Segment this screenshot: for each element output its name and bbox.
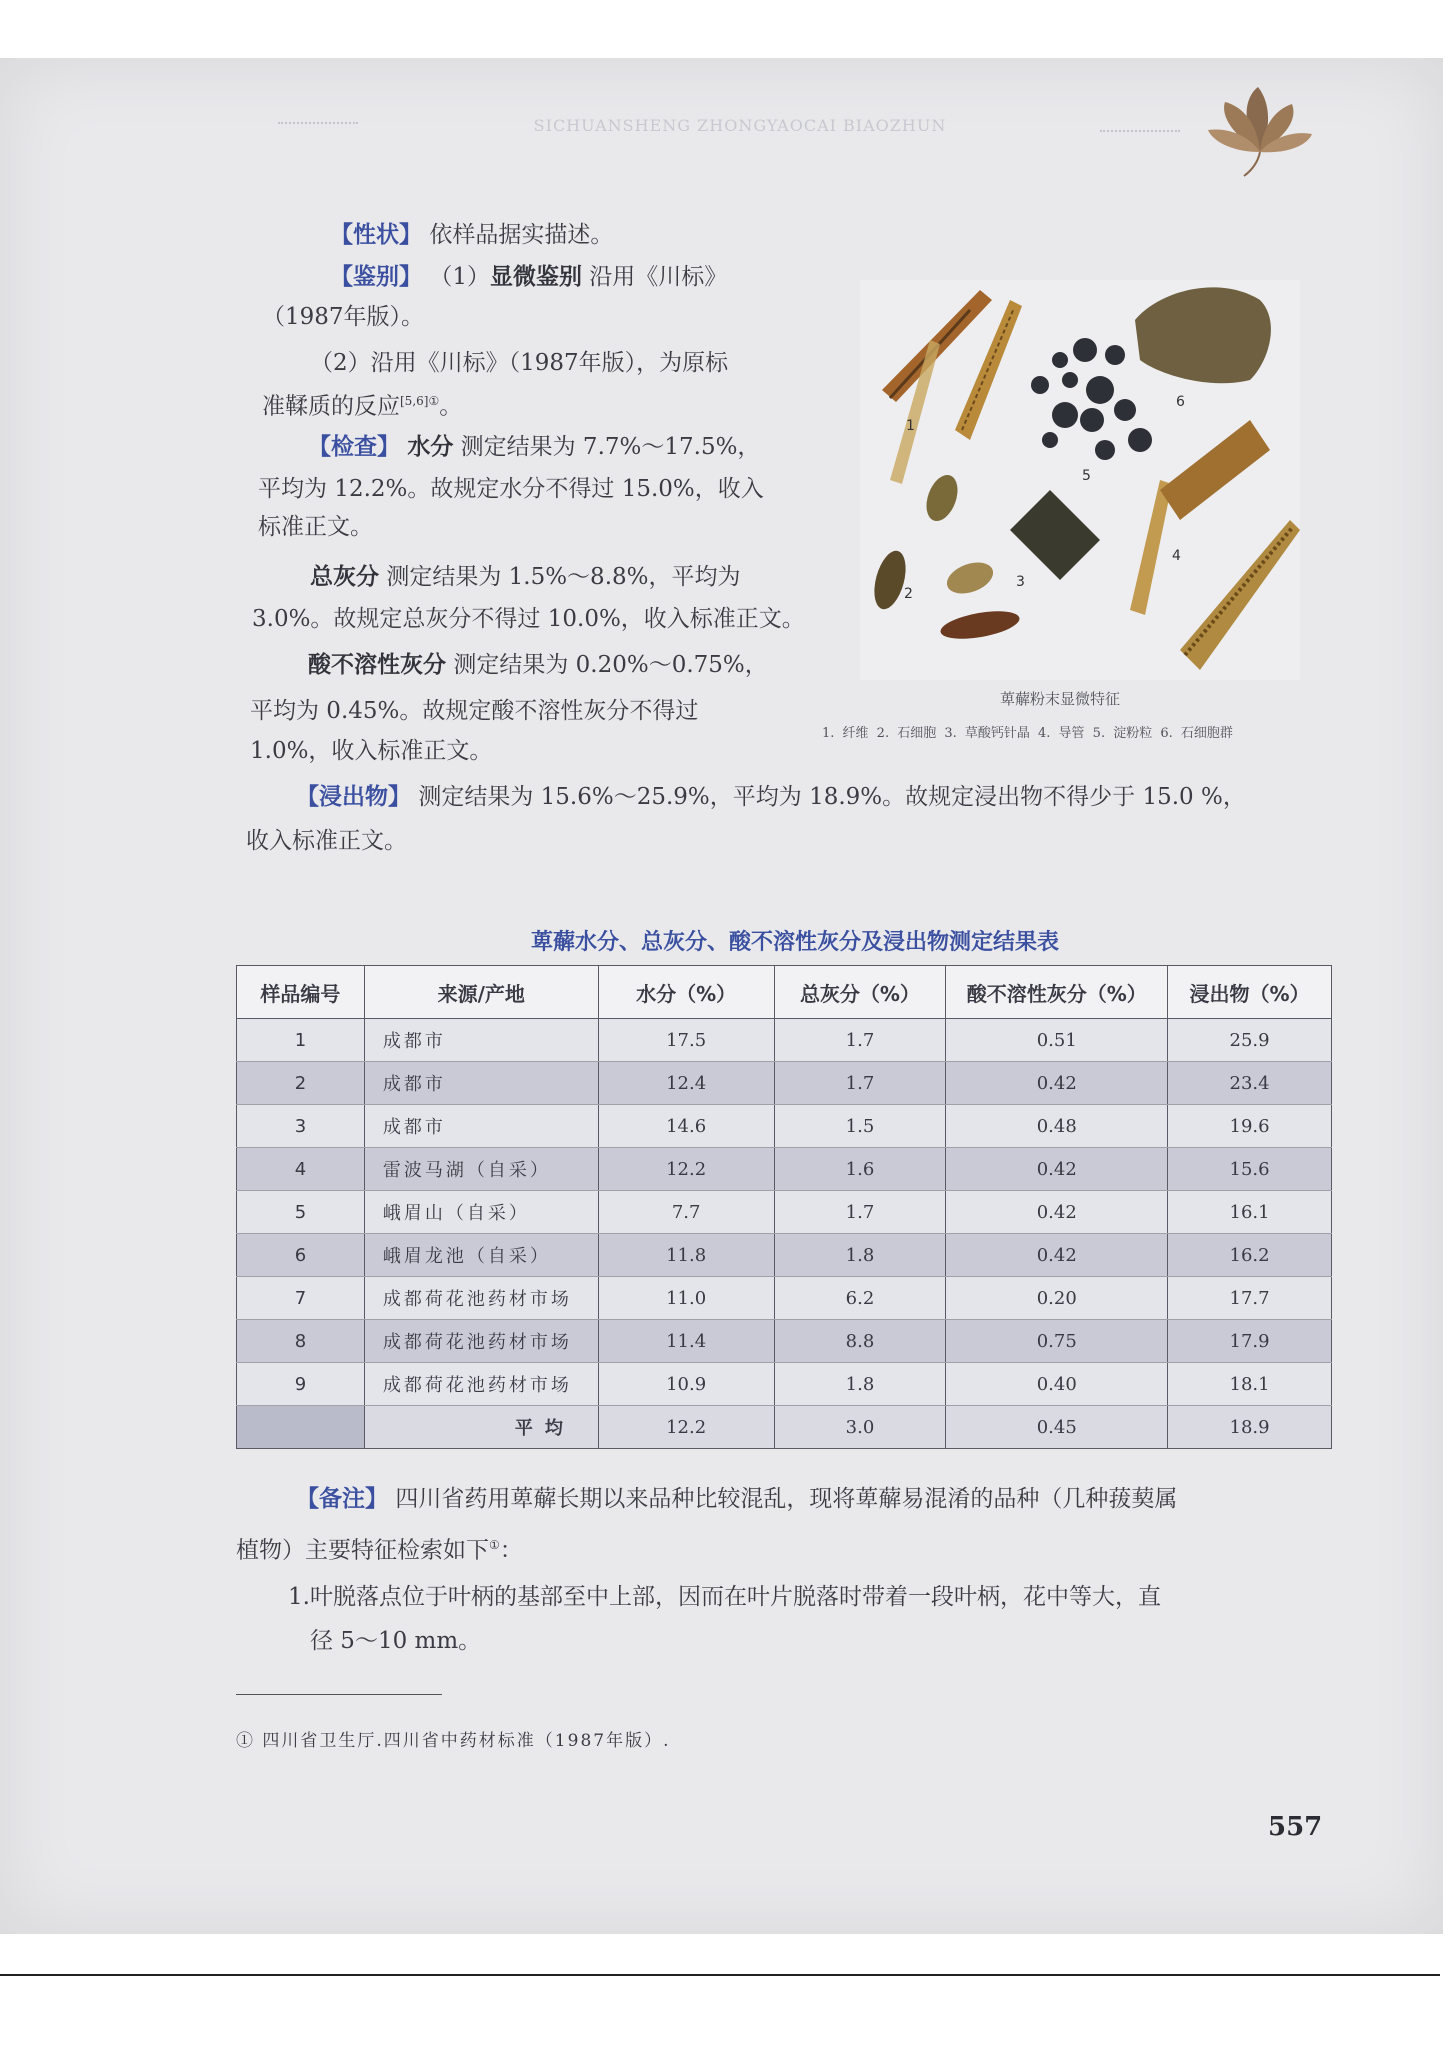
xingzhuang-line xyxy=(330,220,613,250)
cell-average-label: 平均 xyxy=(364,1406,598,1449)
suan-line1 xyxy=(308,650,768,680)
cell-total-ash: 6.2 xyxy=(774,1277,946,1320)
header-total-ash: 总灰分（%） xyxy=(774,966,946,1019)
figure-label-3: 3 xyxy=(1016,574,1025,590)
cell-source: 峨眉龙池（自采） xyxy=(364,1234,598,1277)
cell-acid-ash: 0.42 xyxy=(946,1148,1168,1191)
cell-extract: 17.9 xyxy=(1168,1320,1332,1363)
jianbie-p2-end: 。 xyxy=(439,393,463,420)
cell-index: 4 xyxy=(237,1148,365,1191)
header-extract: 浸出物（%） xyxy=(1168,966,1332,1019)
beizhu-colon: ： xyxy=(499,1537,523,1564)
zonghui-label: 总灰分 xyxy=(310,564,379,590)
jianbie-p1-text: 沿用《川标》 xyxy=(589,264,728,290)
cell-extract: 17.7 xyxy=(1168,1277,1332,1320)
figure-legend: 1. 纤维 2. 石细胞 3. 草酸钙针晶 4. 导管 5. 淀粉粒 6. 石细胞群 xyxy=(822,726,1233,741)
cell-total-ash: 1.6 xyxy=(774,1148,946,1191)
header-source: 来源/产地 xyxy=(364,966,598,1019)
cell-extract: 23.4 xyxy=(1168,1062,1332,1105)
table-row xyxy=(237,1320,1332,1363)
jianbie-p2-line1: （2）沿用《川标》（1987年版），为原标 xyxy=(310,350,729,376)
micrograph-figure xyxy=(860,280,1300,680)
cell-index: 3 xyxy=(237,1105,365,1148)
cell-index: 6 xyxy=(237,1234,365,1277)
figure-label-5: 5 xyxy=(1082,468,1091,484)
cell-water: 7.7 xyxy=(598,1191,774,1234)
header-acid-ash: 酸不溶性灰分（%） xyxy=(946,966,1168,1019)
table-average-row xyxy=(237,1406,1332,1449)
cell-total-ash: 1.8 xyxy=(774,1234,946,1277)
cell-total-ash: 1.7 xyxy=(774,1062,946,1105)
figure-label-2: 2 xyxy=(904,586,913,602)
cell-extract: 19.6 xyxy=(1168,1105,1332,1148)
beizhu-citation: ① xyxy=(489,1538,500,1552)
beizhu-text2: 植物）主要特征检索如下 xyxy=(236,1537,489,1564)
header-dots-left xyxy=(278,122,358,124)
cell-extract: 18.1 xyxy=(1168,1363,1332,1406)
cell-average-acid-ash: 0.45 xyxy=(946,1406,1168,1449)
header-sample-no: 样品编号 xyxy=(237,966,365,1019)
suan-line3: 1.0%，收入标准正文。 xyxy=(250,738,493,764)
shuifen-line1 xyxy=(308,432,760,462)
cell-acid-ash: 0.42 xyxy=(946,1191,1168,1234)
cell-index: 9 xyxy=(237,1363,365,1406)
results-table xyxy=(236,965,1332,1449)
cell-extract: 16.2 xyxy=(1168,1234,1332,1277)
jianbie-p2-line2 xyxy=(262,386,462,422)
cell-acid-ash: 0.75 xyxy=(946,1320,1168,1363)
zonghui-line2: 3.0%。故规定总灰分不得过 10.0%，收入标准正文。 xyxy=(252,606,805,632)
cell-source: 雷波马湖（自采） xyxy=(364,1148,598,1191)
cell-source: 成都市 xyxy=(364,1019,598,1062)
section-key-jinchu: 【浸出物】 xyxy=(296,784,411,810)
cell-source: 成都荷花池药材市场 xyxy=(364,1363,598,1406)
cell-acid-ash: 0.42 xyxy=(946,1234,1168,1277)
table-row xyxy=(237,1019,1332,1062)
table-header-row xyxy=(237,966,1332,1019)
cell-total-ash: 8.8 xyxy=(774,1320,946,1363)
jianbie-line2: （1987年版）。 xyxy=(262,304,425,330)
zonghui-line1 xyxy=(310,562,741,592)
table-row xyxy=(237,1363,1332,1406)
table-row xyxy=(237,1234,1332,1277)
cell-acid-ash: 0.51 xyxy=(946,1019,1168,1062)
jianbie-p2-text: 准鞣质的反应 xyxy=(262,393,400,420)
footnote-rule xyxy=(236,1694,442,1695)
figure-label-4: 4 xyxy=(1172,548,1181,564)
page-number: 557 xyxy=(1268,1812,1323,1842)
cell-extract: 16.1 xyxy=(1168,1191,1332,1234)
cell-source: 成都市 xyxy=(364,1105,598,1148)
cell-water: 11.8 xyxy=(598,1234,774,1277)
jinchu-line1 xyxy=(296,782,1246,812)
figure-label-6: 6 xyxy=(1176,394,1185,410)
cell-total-ash: 1.7 xyxy=(774,1019,946,1062)
cell-water: 12.2 xyxy=(598,1148,774,1191)
cell-water: 17.5 xyxy=(598,1019,774,1062)
section-key-beizhu: 【备注】 xyxy=(296,1486,388,1512)
leaf-logo-icon xyxy=(1200,82,1320,182)
cell-index: 7 xyxy=(237,1277,365,1320)
item1-line1: 1.叶脱落点位于叶柄的基部至中上部，因而在叶片脱落时带着一段叶柄，花中等大，直 xyxy=(288,1584,1161,1610)
cell-total-ash: 1.7 xyxy=(774,1191,946,1234)
suan-text1: 测定结果为 0.20%～0.75%， xyxy=(453,652,768,678)
cell-source: 峨眉山（自采） xyxy=(364,1191,598,1234)
beizhu-text1: 四川省药用萆薢长期以来品种比较混乱，现将萆薢易混淆的品种（几种菝葜属 xyxy=(395,1486,1178,1512)
suan-label: 酸不溶性灰分 xyxy=(308,652,446,678)
cell-extract: 15.6 xyxy=(1168,1148,1332,1191)
cell-total-ash: 1.8 xyxy=(774,1363,946,1406)
cell-index: 8 xyxy=(237,1320,365,1363)
jianbie-citation: [5,6]① xyxy=(400,394,440,408)
zonghui-text1: 测定结果为 1.5%～8.8%，平均为 xyxy=(386,564,741,590)
xingzhuang-text: 依样品据实描述。 xyxy=(429,222,614,248)
beizhu-line2 xyxy=(236,1530,523,1566)
cell-water: 10.9 xyxy=(598,1363,774,1406)
cell-acid-ash: 0.48 xyxy=(946,1105,1168,1148)
scan-bottom-rule xyxy=(0,1974,1440,1976)
shuifen-label: 水分 xyxy=(407,434,454,460)
table-row xyxy=(237,1277,1332,1320)
cell-index: 2 xyxy=(237,1062,365,1105)
jianbie-p1-bold: 显微鉴别 xyxy=(489,264,582,290)
table-row xyxy=(237,1191,1332,1234)
cell-index: 1 xyxy=(237,1019,365,1062)
cell-water: 11.4 xyxy=(598,1320,774,1363)
cell-index: 5 xyxy=(237,1191,365,1234)
shuifen-text1: 测定结果为 7.7%～17.5%， xyxy=(460,434,761,460)
table-row xyxy=(237,1062,1332,1105)
suan-line2: 平均为 0.45%。故规定酸不溶性灰分不得过 xyxy=(250,698,699,724)
cell-acid-ash: 0.42 xyxy=(946,1062,1168,1105)
figure-label-1: 1 xyxy=(906,418,915,434)
item1-line2: 径 5～10 mm。 xyxy=(310,1628,482,1654)
cell-average-blank xyxy=(237,1406,365,1449)
section-key-jianbie: 【鉴别】 xyxy=(330,264,422,290)
section-key-xingzhuang: 【性状】 xyxy=(330,222,422,248)
cell-water: 14.6 xyxy=(598,1105,774,1148)
shuifen-line3: 标准正文。 xyxy=(258,514,373,540)
cell-water: 12.4 xyxy=(598,1062,774,1105)
cell-acid-ash: 0.20 xyxy=(946,1277,1168,1320)
cell-acid-ash: 0.40 xyxy=(946,1363,1168,1406)
header-dots-right xyxy=(1100,130,1180,132)
table-row xyxy=(237,1148,1332,1191)
cell-average-water: 12.2 xyxy=(598,1406,774,1449)
beizhu-line1 xyxy=(296,1484,1177,1514)
cell-source: 成都荷花池药材市场 xyxy=(364,1277,598,1320)
jinchu-text1: 测定结果为 15.6%～25.9%，平均为 18.9%。故规定浸出物不得少于 15.0 %， xyxy=(418,784,1246,810)
cell-average-extract: 18.9 xyxy=(1168,1406,1332,1449)
jianbie-line1 xyxy=(330,262,727,292)
table-row xyxy=(237,1105,1332,1148)
running-header: SICHUANSHENG ZHONGYAOCAI BIAOZHUN xyxy=(533,116,947,135)
cell-source: 成都荷花池药材市场 xyxy=(364,1320,598,1363)
cell-water: 11.0 xyxy=(598,1277,774,1320)
cell-extract: 25.9 xyxy=(1168,1019,1332,1062)
header-water: 水分（%） xyxy=(598,966,774,1019)
cell-average-total-ash: 3.0 xyxy=(774,1406,946,1449)
cell-source: 成都市 xyxy=(364,1062,598,1105)
table-title: 萆薢水分、总灰分、酸不溶性灰分及浸出物测定结果表 xyxy=(530,930,1059,955)
figure-caption: 萆薢粉末显微特征 xyxy=(1000,690,1121,708)
jianbie-p1-num: （1） xyxy=(429,264,490,290)
cell-total-ash: 1.5 xyxy=(774,1105,946,1148)
jinchu-line2: 收入标准正文。 xyxy=(246,828,407,854)
section-key-jiancha: 【检查】 xyxy=(308,434,400,460)
shuifen-line2: 平均为 12.2%。故规定水分不得过 15.0%，收入 xyxy=(258,476,764,502)
footnote: ① 四川省卫生厅.四川省中药材标准（1987年版）. xyxy=(236,1731,671,1751)
